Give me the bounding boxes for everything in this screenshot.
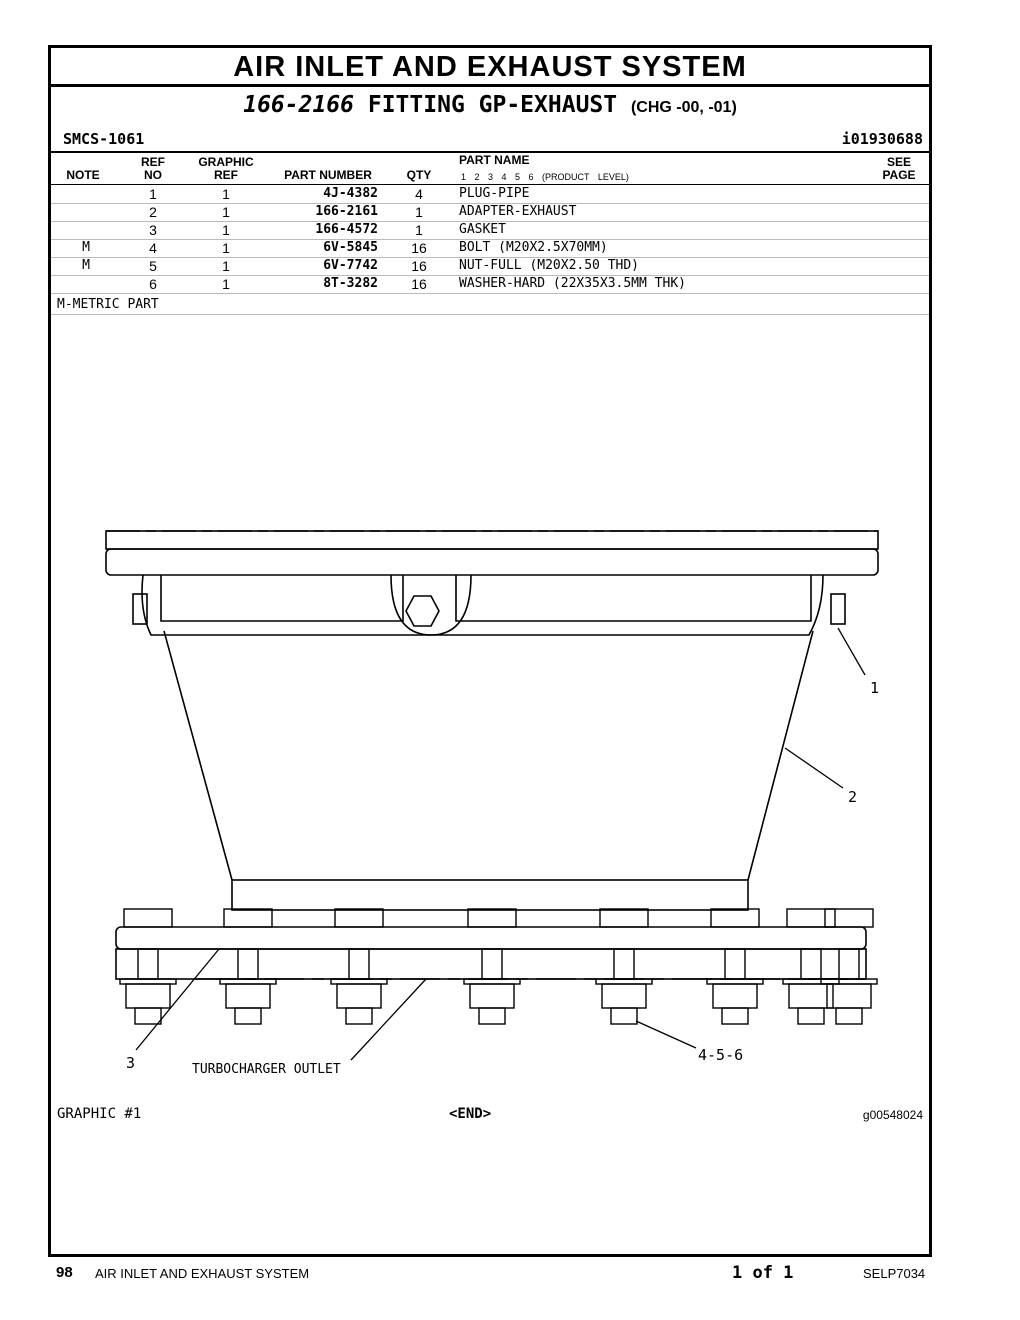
row-ref: 6 [149, 276, 157, 292]
turbocharger-outlet-label: TURBOCHARGER OUTLET [192, 1062, 341, 1077]
smcs-code: SMCS-1061 [63, 130, 145, 148]
bolt-thread-end [798, 1008, 824, 1024]
callout-1: 1 [870, 679, 880, 697]
bolt-thread-end [346, 1008, 372, 1024]
footer-section: AIR INLET AND EXHAUST SYSTEM [95, 1266, 310, 1281]
row-part-number: 6V-5845 [323, 240, 378, 255]
row-part-number: 8T-3282 [323, 276, 378, 291]
row-qty: 4 [415, 186, 423, 202]
cone-right-edge [748, 631, 813, 880]
nut [337, 984, 381, 1008]
bolt-shank [725, 949, 745, 979]
row-part-number: 166-2161 [315, 204, 378, 219]
row-part-name: NUT-FULL (M20X2.50 THD) [459, 258, 640, 273]
row-ref: 5 [149, 258, 157, 274]
row-ref: 4 [149, 240, 157, 256]
leader-turbo [351, 979, 426, 1060]
graphic-end: <END> [449, 1106, 492, 1122]
bolt-shank [614, 949, 634, 979]
leader-456 [636, 1021, 696, 1048]
bolt-shank [138, 949, 158, 979]
exhaust-fitting-diagram [51, 48, 929, 1148]
row-part-name: PLUG-PIPE [459, 186, 530, 201]
nut [713, 984, 757, 1008]
nut [470, 984, 514, 1008]
band-left-segment [161, 575, 403, 621]
col-part-number: PART NUMBER [284, 168, 372, 182]
bolt-head [787, 909, 835, 927]
col-graphic-top: GRAPHIC [198, 155, 254, 169]
row-note: M [82, 258, 90, 273]
cone-base [232, 880, 748, 910]
bolt-thread-end [135, 1008, 161, 1024]
bolt-head [711, 909, 759, 927]
col-product-level: 1 2 3 4 5 6 (PRODUCT LEVEL) [461, 172, 629, 182]
row-qty: 1 [415, 222, 423, 238]
callout-2: 2 [848, 788, 858, 806]
callout-4-5-6: 4-5-6 [698, 1046, 744, 1064]
top-flange-upper [106, 531, 878, 549]
col-ref-top: REF [141, 155, 165, 169]
bolt-thread-end [836, 1008, 862, 1024]
row-part-number: 4J-4382 [323, 186, 378, 201]
bolt-thread-end [722, 1008, 748, 1024]
info-number: i01930688 [841, 130, 923, 148]
col-note: NOTE [66, 168, 100, 182]
leader-2 [785, 748, 843, 788]
bolt-head [468, 909, 516, 927]
col-see-top: SEE [886, 155, 911, 169]
page-frame [48, 45, 932, 1257]
bottom-flange [116, 927, 866, 949]
bolt-shank [238, 949, 258, 979]
band-right-segment [456, 575, 811, 621]
leader-1 [838, 628, 865, 675]
row-qty: 16 [411, 240, 427, 256]
col-ref-bottom: NO [144, 168, 162, 182]
row-qty: 1 [415, 204, 423, 220]
row-part-name: BOLT (M20X2.5X70MM) [459, 240, 608, 255]
row-part-number: 166-4572 [315, 222, 378, 237]
page-number: 98 [56, 1264, 73, 1281]
bolt-head [124, 909, 172, 927]
row-graphic: 1 [222, 186, 230, 202]
page-title: AIR INLET AND EXHAUST SYSTEM [51, 48, 929, 87]
col-qty: QTY [406, 168, 432, 182]
document-number: SELP7034 [863, 1266, 926, 1281]
row-qty: 16 [411, 258, 427, 274]
bolt-shank [482, 949, 502, 979]
nut [602, 984, 646, 1008]
graphic-number: g00548024 [862, 1108, 923, 1122]
bolt-thread-end [611, 1008, 637, 1024]
center-nut [406, 596, 439, 626]
bolt-thread-end [235, 1008, 261, 1024]
row-part-name: ADAPTER-EXHAUST [459, 204, 577, 219]
bolt-shank [839, 949, 859, 979]
col-graphic-bottom: REF [214, 168, 238, 182]
page-count: 1 of 1 [732, 1263, 794, 1283]
row-ref: 2 [149, 204, 157, 220]
change-level: (CHG -00, -01) [630, 99, 737, 116]
row-graphic: 1 [222, 258, 230, 274]
bolt-head [825, 909, 873, 927]
clamp-band [142, 575, 823, 635]
row-graphic: 1 [222, 222, 230, 238]
row-part-name: GASKET [459, 222, 506, 237]
row-ref: 1 [149, 186, 157, 202]
bolt-thread-end [479, 1008, 505, 1024]
nut [126, 984, 170, 1008]
col-part-name: PART NAME [459, 153, 530, 167]
row-part-name: WASHER-HARD (22X35X3.5MM THK) [459, 276, 686, 291]
group-number: 166-2166 [243, 92, 354, 118]
gasket-plate [116, 949, 866, 979]
row-graphic: 1 [222, 276, 230, 292]
nut [226, 984, 270, 1008]
row-graphic: 1 [222, 204, 230, 220]
top-flange [106, 549, 878, 575]
row-note: M [82, 240, 90, 255]
graphic-label: GRAPHIC #1 [57, 1106, 142, 1122]
leader-3 [136, 949, 219, 1050]
bolt-head [224, 909, 272, 927]
group-name: FITTING GP-EXHAUST [367, 92, 618, 118]
row-qty: 16 [411, 276, 427, 292]
plug-right [831, 594, 845, 624]
bolt-head [335, 909, 383, 927]
metric-footnote: M-METRIC PART [57, 297, 159, 312]
row-part-number: 6V-7742 [323, 258, 378, 273]
row-ref: 3 [149, 222, 157, 238]
cone-left-edge [164, 631, 232, 880]
bolt-head [600, 909, 648, 927]
row-graphic: 1 [222, 240, 230, 256]
col-see-bottom: PAGE [882, 168, 916, 182]
callout-3: 3 [126, 1054, 136, 1072]
bolt-shank [349, 949, 369, 979]
bolt-shank [801, 949, 821, 979]
